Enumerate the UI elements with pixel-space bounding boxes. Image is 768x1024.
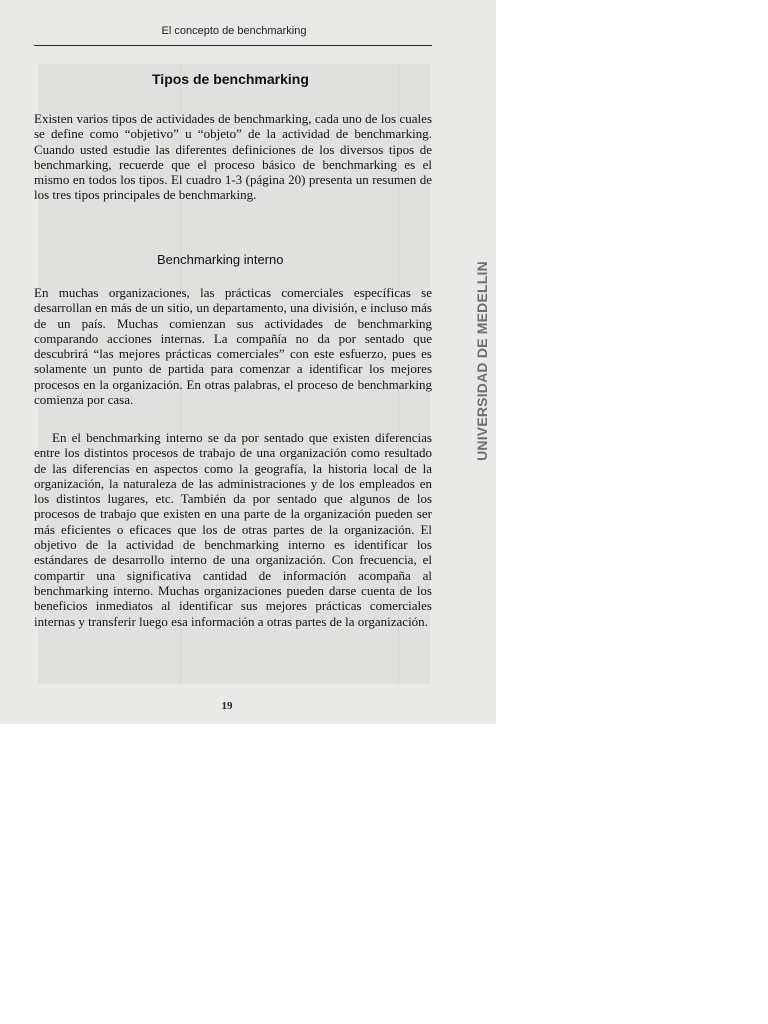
body-paragraph: En muchas organizaciones, las prácticas comerciales específicas se desarrollan en más de un sitio, un departamento, una división, e incluso más de un país. Muchas comienzan sus actividades de benchmarking comparando acciones internas. La compañía no da por sentado que descubrirá “las mejores prácticas comerciales” con este esfuerzo, pues es solamente un punto de partida para comenzar a identificar los mejores procesos en la organización. En otras palabras, el proceso de benchmarking comienza por casa. <box>34 285 432 408</box>
section-title: Tipos de benchmarking <box>152 71 309 87</box>
subsection-title: Benchmarking interno <box>157 252 284 267</box>
intro-paragraph: Existen varios tipos de actividades de benchmarking, cada uno de los cuales se define como “objetivo” u “objeto” de la actividad de benchmarking. Cuando usted estudie las diferentes definiciones de los diversos tipos de benchmarking, recuerde que el proceso básico de benchmarking es el mismo en todos los tipos. El cuadro 1-3 (página 20) presenta un resumen de los tres tipos principales de benchmarking. <box>34 111 432 203</box>
running-header: El concepto de benchmarking <box>161 25 307 37</box>
header-rule <box>34 45 432 46</box>
page-number: 19 <box>221 700 233 712</box>
body-paragraph: En el benchmarking interno se da por sentado que existen diferencias entre los distintos procesos de trabajo de una organización como resultado de las diferencias en aspectos como la geografía, la historia local de la organización, la naturaleza de las administraciones y de los empleados en los distintos lugares, etc. También da por sentado que algunos de los procesos de trabajo que existen en una parte de la organización pueden ser más eficientes o eficaces que los de otras partes de la organización. El objetivo de la actividad de benchmarking interno es identificar los estándares de desarrollo interno de una organización. Con frecuencia, el compartir una significativa cantidad de información acompaña al benchmarking interno. Muchas organizaciones pueden darse cuenta de los beneficios inmediatos al identificar sus mejores prácticas comerciales internas y transferir luego esa información a otras partes de la organización. <box>34 430 432 629</box>
university-stamp: UNIVERSIDAD DE MEDELLIN <box>474 261 490 461</box>
scanned-page <box>0 0 496 724</box>
